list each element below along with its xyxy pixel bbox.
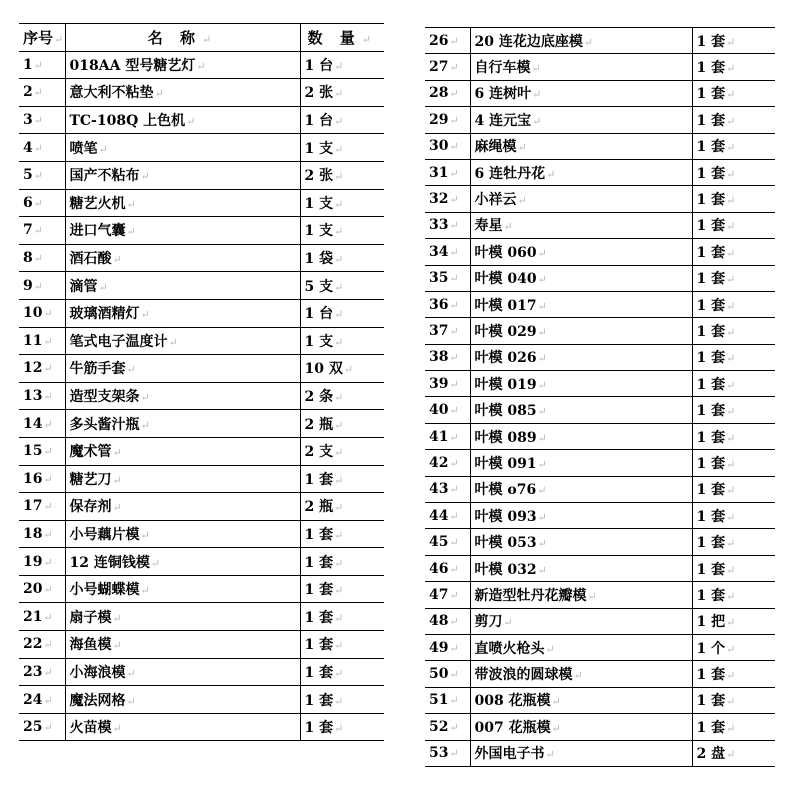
cell-name: 带波浪的圆球模↵ [470, 661, 692, 687]
cell-qty: 1 套↵ [692, 186, 775, 212]
cell-qty: 1 套↵ [692, 687, 775, 713]
cell-qty: 1 套↵ [692, 397, 775, 423]
cell-qty: 1 套↵ [692, 212, 775, 238]
table-row [425, 212, 775, 238]
cell-qty: 2 张↵ [300, 79, 384, 107]
cell-name: 4 连元宝↵ [470, 107, 692, 133]
cell-index: 15↵ [19, 437, 65, 465]
table-row [425, 265, 775, 291]
cell-name: 007 花瓶模↵ [470, 714, 692, 740]
cell-index: 43↵ [425, 476, 470, 502]
cell-index: 6↵ [19, 189, 65, 217]
cell-name: 叶模 085↵ [470, 397, 692, 423]
cell-qty: 1 套↵ [692, 371, 775, 397]
cell-index: 38↵ [425, 344, 470, 370]
table-row [425, 344, 775, 370]
cell-name: 自行车模↵ [470, 54, 692, 80]
table-row [19, 575, 384, 603]
cell-name: 6 连树叶↵ [470, 80, 692, 106]
cell-name: 魔法网格↵ [65, 686, 300, 714]
cell-qty: 1 套↵ [300, 575, 384, 603]
table-row [425, 608, 775, 634]
table-row [425, 450, 775, 476]
cell-qty: 2 盘↵ [692, 740, 775, 766]
cell-qty: 10 双↵ [300, 355, 384, 383]
cell-name: 海鱼模↵ [65, 631, 300, 659]
cell-qty: 1 套↵ [692, 450, 775, 476]
cell-index: 52↵ [425, 714, 470, 740]
cell-name: 小海浪模↵ [65, 658, 300, 686]
cell-qty: 1 套↵ [692, 133, 775, 159]
cell-name: 保存剂↵ [65, 493, 300, 521]
cell-index: 16↵ [19, 465, 65, 493]
cell-name: 叶模 032↵ [470, 555, 692, 581]
cell-qty: 1 套↵ [300, 713, 384, 741]
table-row [19, 51, 384, 79]
cell-name: 叶模 093↵ [470, 503, 692, 529]
table-row [19, 465, 384, 493]
cell-qty: 1 套↵ [692, 714, 775, 740]
table-row [425, 582, 775, 608]
cell-name: 叶模 026↵ [470, 344, 692, 370]
cell-name: 进口气囊↵ [65, 217, 300, 245]
cell-qty: 1 套↵ [692, 28, 775, 54]
cell-index: 33↵ [425, 212, 470, 238]
cell-index: 53↵ [425, 740, 470, 766]
table-row [425, 159, 775, 185]
cell-index: 34↵ [425, 239, 470, 265]
cell-index: 39↵ [425, 371, 470, 397]
table-row [425, 687, 775, 713]
cell-name: 6 连牡丹花↵ [470, 159, 692, 185]
cell-qty: 1 套↵ [692, 159, 775, 185]
table-row [425, 634, 775, 660]
table-row [425, 80, 775, 106]
table-row [19, 548, 384, 576]
cell-index: 42↵ [425, 450, 470, 476]
right-table-body [425, 28, 775, 767]
table-row [425, 107, 775, 133]
cell-name: 叶模 040↵ [470, 265, 692, 291]
cell-name: 20 连花边底座模↵ [470, 28, 692, 54]
table-row [19, 106, 384, 134]
cell-name: 酒石酸↵ [65, 244, 300, 272]
cell-name: 外国电子书↵ [470, 740, 692, 766]
cell-index: 7↵ [19, 217, 65, 245]
header-name: 名 称↵ [65, 24, 300, 52]
cell-name: 叶模 089↵ [470, 423, 692, 449]
table-row [425, 714, 775, 740]
cell-qty: 1 套↵ [692, 423, 775, 449]
cell-index: 41↵ [425, 423, 470, 449]
table-row [425, 661, 775, 687]
cell-qty: 1 套↵ [692, 344, 775, 370]
cell-qty: 1 支↵ [300, 217, 384, 245]
table-row [19, 189, 384, 217]
table-row [19, 382, 384, 410]
cell-name: 魔术管↵ [65, 437, 300, 465]
table-row [19, 713, 384, 741]
cell-name: 扇子模↵ [65, 603, 300, 631]
cell-index: 8↵ [19, 244, 65, 272]
cell-qty: 1 套↵ [692, 555, 775, 581]
cell-index: 22↵ [19, 631, 65, 659]
cell-name: 直喷火枪头↵ [470, 634, 692, 660]
cell-qty: 2 支↵ [300, 437, 384, 465]
cell-name: 叶模 029↵ [470, 318, 692, 344]
table-row [425, 476, 775, 502]
cell-index: 21↵ [19, 603, 65, 631]
cell-name: 糖艺火机↵ [65, 189, 300, 217]
table-row [19, 631, 384, 659]
header-qty: 数 量↵ [300, 24, 384, 52]
cell-qty: 1 套↵ [692, 661, 775, 687]
cell-qty: 1 台↵ [300, 299, 384, 327]
cell-name: 小号蝴蝶模↵ [65, 575, 300, 603]
cell-qty: 5 支↵ [300, 272, 384, 300]
cell-index: 1↵ [19, 51, 65, 79]
cell-index: 46↵ [425, 555, 470, 581]
cell-qty: 1 套↵ [692, 529, 775, 555]
cell-index: 3↵ [19, 106, 65, 134]
cell-qty: 1 套↵ [300, 520, 384, 548]
cell-index: 18↵ [19, 520, 65, 548]
left-table-body [19, 51, 384, 741]
table-row [425, 503, 775, 529]
cell-qty: 1 台↵ [300, 106, 384, 134]
table-row [19, 520, 384, 548]
table-row [425, 291, 775, 317]
cell-index: 36↵ [425, 291, 470, 317]
cell-qty: 1 支↵ [300, 327, 384, 355]
table-row [425, 318, 775, 344]
cell-index: 9↵ [19, 272, 65, 300]
table-row [425, 423, 775, 449]
cell-name: 牛筋手套↵ [65, 355, 300, 383]
cell-qty: 2 张↵ [300, 161, 384, 189]
cell-name: 叶模 017↵ [470, 291, 692, 317]
cell-qty: 1 袋↵ [300, 244, 384, 272]
cell-index: 50↵ [425, 661, 470, 687]
table-row [19, 244, 384, 272]
table-row [19, 686, 384, 714]
table-row [19, 327, 384, 355]
cell-index: 27↵ [425, 54, 470, 80]
cell-name: 国产不粘布↵ [65, 161, 300, 189]
cell-qty: 1 套↵ [692, 582, 775, 608]
cell-name: 叶模 o76↵ [470, 476, 692, 502]
cell-name: 火苗模↵ [65, 713, 300, 741]
cell-qty: 1 套↵ [300, 603, 384, 631]
left-inventory-table [19, 23, 384, 741]
cell-index: 51↵ [425, 687, 470, 713]
table-row [425, 555, 775, 581]
table-row [425, 133, 775, 159]
cell-index: 35↵ [425, 265, 470, 291]
cell-index: 49↵ [425, 634, 470, 660]
table-row [425, 28, 775, 54]
table-row [425, 740, 775, 766]
cell-index: 29↵ [425, 107, 470, 133]
cell-name: TC-108Q 上色机↵ [65, 106, 300, 134]
cell-qty: 1 套↵ [300, 631, 384, 659]
table-row [19, 437, 384, 465]
cell-qty: 1 套↵ [692, 239, 775, 265]
cell-index: 4↵ [19, 134, 65, 162]
cell-qty: 1 支↵ [300, 189, 384, 217]
cell-name: 滴管↵ [65, 272, 300, 300]
table-row [19, 493, 384, 521]
table-row [425, 397, 775, 423]
cell-qty: 1 套↵ [300, 548, 384, 576]
cell-index: 47↵ [425, 582, 470, 608]
table-row [19, 134, 384, 162]
cell-index: 5↵ [19, 161, 65, 189]
cell-qty: 1 套↵ [692, 107, 775, 133]
cell-qty: 1 套↵ [692, 291, 775, 317]
cell-index: 25↵ [19, 713, 65, 741]
cell-name: 叶模 060↵ [470, 239, 692, 265]
table-row [425, 239, 775, 265]
cell-index: 2↵ [19, 79, 65, 107]
cell-name: 008 花瓶模↵ [470, 687, 692, 713]
cell-index: 17↵ [19, 493, 65, 521]
cell-qty: 1 套↵ [692, 265, 775, 291]
cell-index: 10↵ [19, 299, 65, 327]
table-row [19, 272, 384, 300]
cell-name: 叶模 091↵ [470, 450, 692, 476]
cell-name: 玻璃酒精灯↵ [65, 299, 300, 327]
cell-qty: 1 个↵ [692, 634, 775, 660]
table-row [425, 54, 775, 80]
cell-index: 30↵ [425, 133, 470, 159]
cell-name: 叶模 019↵ [470, 371, 692, 397]
table-row [19, 355, 384, 383]
cell-qty: 1 套↵ [692, 54, 775, 80]
cell-name: 造型支架条↵ [65, 382, 300, 410]
cell-qty: 2 瓶↵ [300, 410, 384, 438]
cell-index: 28↵ [425, 80, 470, 106]
table-row [425, 371, 775, 397]
table-row [19, 79, 384, 107]
table-row [19, 410, 384, 438]
cell-index: 20↵ [19, 575, 65, 603]
cell-qty: 1 套↵ [300, 686, 384, 714]
cell-qty: 1 套↵ [300, 658, 384, 686]
table-row [425, 529, 775, 555]
cell-index: 11↵ [19, 327, 65, 355]
cell-name: 小号藕片模↵ [65, 520, 300, 548]
cell-index: 12↵ [19, 355, 65, 383]
cell-qty: 2 条↵ [300, 382, 384, 410]
cell-name: 寿星↵ [470, 212, 692, 238]
cell-name: 小祥云↵ [470, 186, 692, 212]
table-row [19, 299, 384, 327]
cell-qty: 1 套↵ [692, 80, 775, 106]
cell-index: 13↵ [19, 382, 65, 410]
cell-name: 麻绳模↵ [470, 133, 692, 159]
cell-name: 笔式电子温度计↵ [65, 327, 300, 355]
cell-index: 31↵ [425, 159, 470, 185]
cell-qty: 2 瓶↵ [300, 493, 384, 521]
header-index: 序号↵ [19, 24, 65, 52]
table-row [19, 658, 384, 686]
cell-index: 44↵ [425, 503, 470, 529]
cell-index: 19↵ [19, 548, 65, 576]
cell-name: 喷笔↵ [65, 134, 300, 162]
cell-qty: 1 台↵ [300, 51, 384, 79]
cell-index: 40↵ [425, 397, 470, 423]
right-inventory-table [425, 27, 775, 767]
table-row [425, 186, 775, 212]
cell-index: 14↵ [19, 410, 65, 438]
cell-name: 新造型牡丹花瓣模↵ [470, 582, 692, 608]
cell-name: 意大利不粘垫↵ [65, 79, 300, 107]
cell-name: 018AA 型号糖艺灯↵ [65, 51, 300, 79]
cell-name: 12 连铜钱模↵ [65, 548, 300, 576]
table-header-row [19, 24, 384, 52]
cell-name: 糖艺刀↵ [65, 465, 300, 493]
cell-name: 剪刀↵ [470, 608, 692, 634]
cell-qty: 1 套↵ [692, 476, 775, 502]
cell-index: 26↵ [425, 28, 470, 54]
cell-index: 23↵ [19, 658, 65, 686]
table-row [19, 603, 384, 631]
cell-qty: 1 套↵ [692, 503, 775, 529]
table-row [19, 217, 384, 245]
table-row [19, 161, 384, 189]
cell-index: 24↵ [19, 686, 65, 714]
cell-index: 37↵ [425, 318, 470, 344]
cell-qty: 1 套↵ [300, 465, 384, 493]
cell-name: 叶模 053↵ [470, 529, 692, 555]
cell-qty: 1 把↵ [692, 608, 775, 634]
cell-qty: 1 套↵ [692, 318, 775, 344]
cell-qty: 1 支↵ [300, 134, 384, 162]
cell-index: 45↵ [425, 529, 470, 555]
cell-name: 多头酱汁瓶↵ [65, 410, 300, 438]
cell-index: 48↵ [425, 608, 470, 634]
cell-index: 32↵ [425, 186, 470, 212]
